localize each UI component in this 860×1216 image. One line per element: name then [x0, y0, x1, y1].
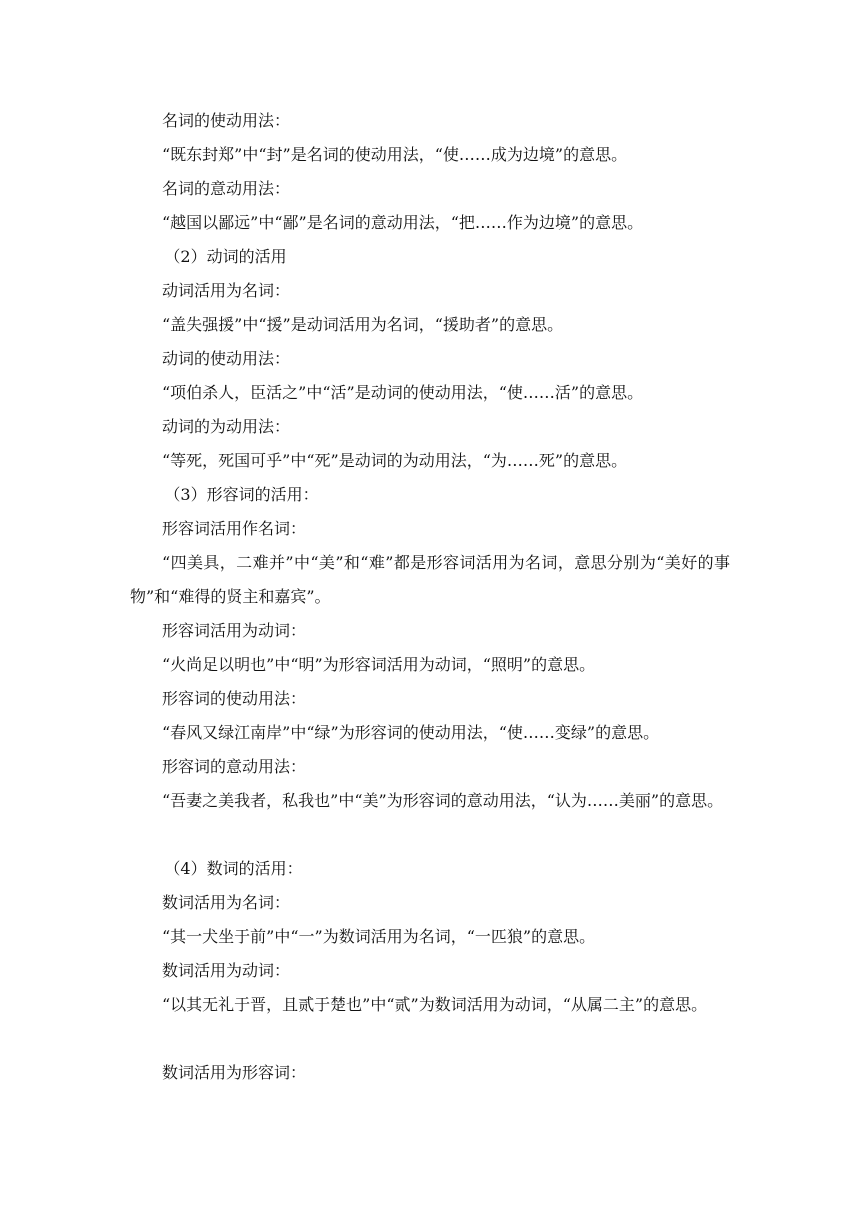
paragraph: 名词的意动用法：: [162, 179, 291, 198]
paragraph: 数词活用为形容词：: [162, 1063, 307, 1082]
paragraph: “项伯杀人，臣活之”中“活”是动词的使动用法，“使……活”的意思。: [162, 383, 644, 402]
paragraph: “火尚足以明也”中“明”为形容词活用为动词，“照明”的意思。: [162, 655, 596, 674]
paragraph: “盖失强援”中“援”是动词活用为名词，“援助者”的意思。: [162, 315, 564, 334]
section-heading: （2）动词的活用: [164, 247, 287, 266]
paragraph: 动词的使动用法：: [162, 349, 291, 368]
paragraph: “春风又绿江南岸”中“绿”为形容词的使动用法，“使……变绿”的意思。: [162, 723, 660, 742]
paragraph: 形容词的使动用法：: [162, 689, 307, 708]
paragraph: “既东封郑”中“封”是名词的使动用法，“使……成为边境”的意思。: [162, 145, 628, 164]
paragraph: “以其无礼于晋，且贰于楚也”中“贰”为数词活用为动词，“从属二主”的意思。: [162, 995, 708, 1014]
paragraph: 名词的使动用法：: [162, 111, 291, 130]
document-body: [130, 104, 730, 1090]
paragraph: 数词活用为名词：: [162, 893, 291, 912]
section-heading: （3）形容词的活用：: [164, 485, 319, 504]
paragraph: “其一犬坐于前”中“一”为数词活用为名词，“一匹狼”的意思。: [162, 927, 596, 946]
paragraph: “越国以鄙远”中“鄙”是名词的意动用法，“把……作为边境”的意思。: [162, 213, 644, 232]
paragraph: 动词的为动用法：: [162, 417, 291, 436]
paragraph: “四美具，二难并”中“美”和“难”都是形容词活用为名词，意思分别为“美好的事物”和“难得的贤主和嘉宾”。: [130, 553, 730, 606]
section-heading: （4）数词的活用：: [164, 859, 303, 878]
paragraph: 动词活用为名词：: [162, 281, 291, 300]
paragraph: 数词活用为动词：: [162, 961, 291, 980]
paragraph: 形容词活用为动词：: [162, 621, 307, 640]
paragraph: 形容词的意动用法：: [162, 757, 307, 776]
paragraph: “等死，死国可乎”中“死”是动词的为动用法，“为……死”的意思。: [162, 451, 628, 470]
paragraph: “吾妻之美我者，私我也”中“美”为形容词的意动用法，“认为……美丽”的意思。: [162, 791, 724, 810]
paragraph: 形容词活用作名词：: [162, 519, 307, 538]
